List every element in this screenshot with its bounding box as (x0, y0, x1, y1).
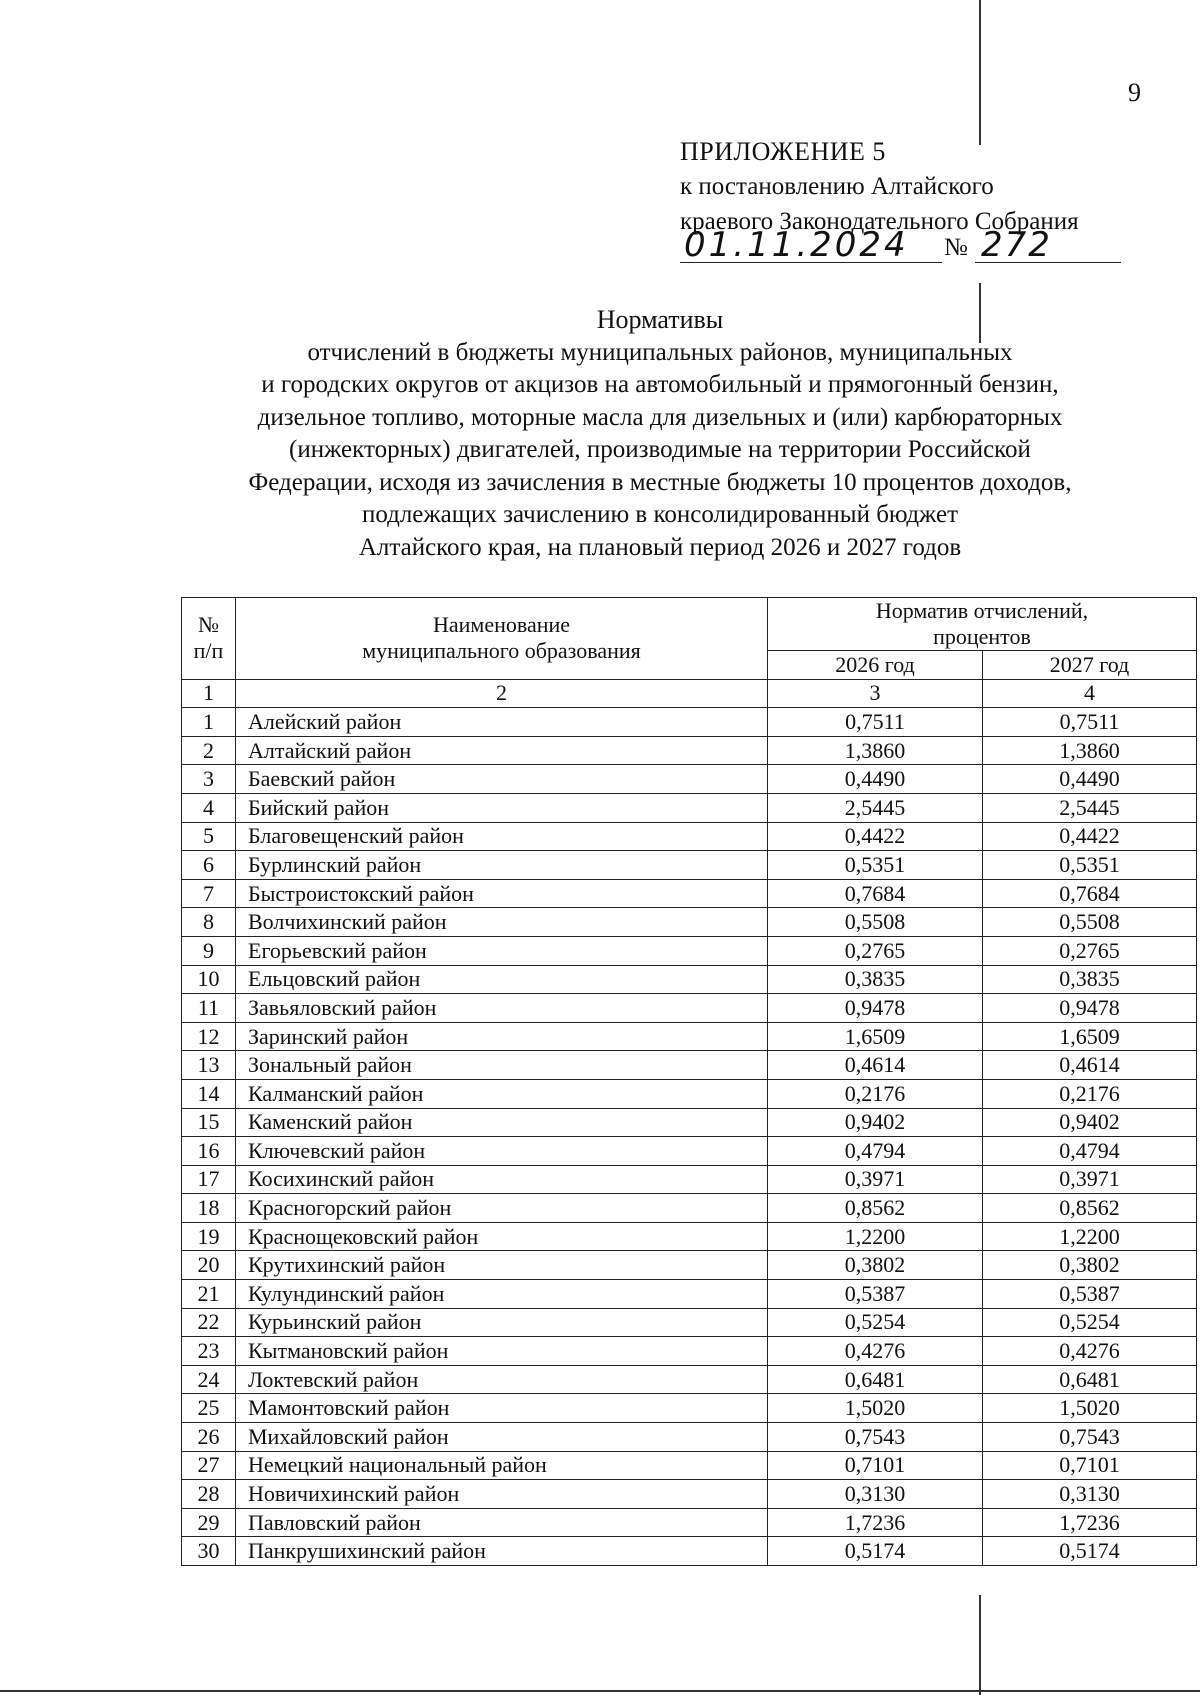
row-value-2026: 0,4490 (768, 765, 983, 794)
table-row (182, 1251, 1197, 1280)
row-number: 1 (182, 708, 236, 737)
heading-title: Нормативы (596, 305, 724, 334)
header-number: № п/п (182, 598, 236, 680)
appendix-block (680, 134, 1079, 239)
norms-table (181, 597, 1197, 1566)
row-number: 16 (182, 1137, 236, 1166)
table-row (182, 994, 1197, 1023)
row-number: 27 (182, 1451, 236, 1480)
row-value-2027: 0,5508 (983, 908, 1197, 937)
row-municipality: Ключевский район (236, 1137, 768, 1166)
page-number: 9 (1128, 78, 1141, 107)
row-value-2026: 0,7101 (768, 1451, 983, 1480)
row-number: 25 (182, 1394, 236, 1423)
row-municipality: Бийский район (236, 793, 768, 822)
row-number: 5 (182, 822, 236, 851)
heading-line: отчислений в бюджеты муниципальных районов, муниципальных (307, 338, 1013, 366)
row-number: 11 (182, 994, 236, 1023)
row-value-2027: 0,7511 (983, 708, 1197, 737)
heading-line: дизельное топливо, моторные масла для дизельных и (или) карбюраторных (257, 403, 1063, 431)
row-value-2026: 0,3802 (768, 1251, 983, 1280)
table-row (182, 1537, 1197, 1566)
row-value-2026: 0,2765 (768, 936, 983, 965)
number-label: № (944, 234, 968, 261)
row-value-2026: 0,9402 (768, 1108, 983, 1137)
table-row (182, 1508, 1197, 1537)
row-value-2027: 1,5020 (983, 1394, 1197, 1423)
table-row (182, 1308, 1197, 1337)
row-municipality: Алейский район (236, 708, 768, 737)
row-value-2026: 0,6481 (768, 1365, 983, 1394)
table-row (182, 1194, 1197, 1223)
row-value-2027: 0,2176 (983, 1079, 1197, 1108)
scan-artifact-line (979, 0, 981, 145)
row-value-2026: 1,3860 (768, 736, 983, 765)
row-value-2026: 0,3130 (768, 1480, 983, 1509)
row-value-2027: 1,7236 (983, 1508, 1197, 1537)
row-value-2027: 0,3835 (983, 965, 1197, 994)
row-municipality: Краснощековский район (236, 1222, 768, 1251)
row-value-2026: 1,7236 (768, 1508, 983, 1537)
row-number: 15 (182, 1108, 236, 1137)
row-number: 30 (182, 1537, 236, 1566)
heading-line: Алтайского края, на плановый период 2026 и 2027 годов (358, 533, 962, 561)
row-number: 13 (182, 1051, 236, 1080)
row-value-2026: 0,3971 (768, 1165, 983, 1194)
row-value-2027: 0,4490 (983, 765, 1197, 794)
appendix-title: ПРИЛОЖЕНИЕ 5 (680, 137, 886, 166)
table-row (182, 1480, 1197, 1509)
row-value-2026: 0,5508 (768, 908, 983, 937)
row-municipality: Бурлинский район (236, 851, 768, 880)
table-row (182, 936, 1197, 965)
table-row (182, 765, 1197, 794)
row-value-2027: 0,5351 (983, 851, 1197, 880)
row-value-2027: 0,6481 (983, 1365, 1197, 1394)
row-municipality: Ельцовский район (236, 965, 768, 994)
row-number: 18 (182, 1194, 236, 1223)
table-row (182, 879, 1197, 908)
row-municipality: Новичихинский район (236, 1480, 768, 1509)
table-row (182, 1108, 1197, 1137)
table-row (182, 1079, 1197, 1108)
row-number: 3 (182, 765, 236, 794)
row-value-2026: 0,5254 (768, 1308, 983, 1337)
row-value-2026: 0,4794 (768, 1137, 983, 1166)
row-value-2027: 0,4276 (983, 1337, 1197, 1366)
row-value-2026: 0,3835 (768, 965, 983, 994)
row-value-2026: 1,5020 (768, 1394, 983, 1423)
row-value-2026: 0,7543 (768, 1423, 983, 1452)
row-value-2026: 0,9478 (768, 994, 983, 1023)
heading-line: Федерации, исходя из зачисления в местные бюджеты 10 процентов доходов, (248, 468, 1072, 496)
row-number: 10 (182, 965, 236, 994)
row-municipality: Зональный район (236, 1051, 768, 1080)
row-value-2027: 0,7543 (983, 1423, 1197, 1452)
row-municipality: Баевский район (236, 765, 768, 794)
row-number: 17 (182, 1165, 236, 1194)
table-row (182, 1222, 1197, 1251)
table-row (182, 1394, 1197, 1423)
row-number: 14 (182, 1079, 236, 1108)
row-number: 7 (182, 879, 236, 908)
row-number: 4 (182, 793, 236, 822)
header-2027: 2027 год (983, 651, 1197, 680)
row-value-2027: 0,9402 (983, 1108, 1197, 1137)
row-value-2027: 0,4614 (983, 1051, 1197, 1080)
table-row (182, 1451, 1197, 1480)
row-value-2027: 1,3860 (983, 736, 1197, 765)
header-2026: 2026 год (768, 651, 983, 680)
table-row (182, 1365, 1197, 1394)
row-municipality: Каменский район (236, 1108, 768, 1137)
row-municipality: Курьинский район (236, 1308, 768, 1337)
row-value-2027: 2,5445 (983, 793, 1197, 822)
table-row (182, 1423, 1197, 1452)
table-row (182, 851, 1197, 880)
heading-line: подлежащих зачислению в консолидированный бюджет (361, 501, 959, 528)
row-value-2026: 0,5351 (768, 851, 983, 880)
heading-line: и городских округов от акцизов на автомобильный и прямогонный бензин, (261, 371, 1059, 398)
table-row (182, 1022, 1197, 1051)
appendix-line: к постановлению Алтайского (680, 173, 994, 200)
scan-artifact-line (979, 1595, 981, 1695)
table-row (182, 965, 1197, 994)
row-number: 28 (182, 1480, 236, 1509)
document-heading (170, 304, 1150, 564)
row-municipality: Крутихинский район (236, 1251, 768, 1280)
row-value-2026: 0,2176 (768, 1079, 983, 1108)
row-municipality: Панкрушихинский район (236, 1537, 768, 1566)
table-row (182, 1165, 1197, 1194)
row-value-2026: 0,7511 (768, 708, 983, 737)
row-number: 22 (182, 1308, 236, 1337)
row-municipality: Локтевский район (236, 1365, 768, 1394)
index-cell: 2 (236, 679, 768, 708)
row-municipality: Заринский район (236, 1022, 768, 1051)
header-norm: Норматив отчислений, процентов (768, 598, 1197, 651)
row-value-2027: 0,8562 (983, 1194, 1197, 1223)
table-row (182, 1337, 1197, 1366)
row-municipality: Завьяловский район (236, 994, 768, 1023)
row-value-2027: 0,9478 (983, 994, 1197, 1023)
row-value-2027: 0,5387 (983, 1280, 1197, 1309)
row-value-2026: 0,4614 (768, 1051, 983, 1080)
index-cell: 1 (182, 679, 236, 708)
row-value-2026: 0,5174 (768, 1537, 983, 1566)
row-municipality: Кулундинский район (236, 1280, 768, 1309)
row-value-2026: 0,4276 (768, 1337, 983, 1366)
row-number: 26 (182, 1423, 236, 1452)
row-municipality: Косихинский район (236, 1165, 768, 1194)
row-value-2027: 0,4422 (983, 822, 1197, 851)
row-number: 23 (182, 1337, 236, 1366)
row-number: 20 (182, 1251, 236, 1280)
row-value-2027: 0,7101 (983, 1451, 1197, 1480)
row-municipality: Кытмановский район (236, 1337, 768, 1366)
appendix-line: краевого Законодательного Собрания (680, 208, 1079, 235)
table-row (182, 793, 1197, 822)
row-number: 24 (182, 1365, 236, 1394)
table-row (182, 1280, 1197, 1309)
row-municipality: Мамонтовский район (236, 1394, 768, 1423)
row-municipality: Алтайский район (236, 736, 768, 765)
table-body (182, 708, 1197, 1566)
row-number: 19 (182, 1222, 236, 1251)
row-value-2027: 0,4794 (983, 1137, 1197, 1166)
table-row (182, 822, 1197, 851)
row-number: 9 (182, 936, 236, 965)
row-value-2027: 1,2200 (983, 1222, 1197, 1251)
row-municipality: Благовещенский район (236, 822, 768, 851)
table-row (182, 736, 1197, 765)
row-municipality: Калманский район (236, 1079, 768, 1108)
row-value-2026: 1,2200 (768, 1222, 983, 1251)
row-value-2027: 0,7684 (983, 879, 1197, 908)
row-municipality: Быстроистокский район (236, 879, 768, 908)
handwritten-date: 01.11.2024 (680, 228, 942, 263)
row-municipality: Егорьевский район (236, 936, 768, 965)
row-municipality: Волчихинский район (236, 908, 768, 937)
row-municipality: Красногорский район (236, 1194, 768, 1223)
table-row (182, 708, 1197, 737)
row-number: 6 (182, 851, 236, 880)
header-name: Наименование муниципального образования (236, 598, 768, 680)
row-value-2027: 0,2765 (983, 936, 1197, 965)
row-number: 29 (182, 1508, 236, 1537)
row-number: 12 (182, 1022, 236, 1051)
row-number: 2 (182, 736, 236, 765)
row-number: 8 (182, 908, 236, 937)
document-date-number (680, 225, 1120, 268)
row-value-2026: 0,8562 (768, 1194, 983, 1223)
index-cell: 4 (983, 679, 1197, 708)
index-cell: 3 (768, 679, 983, 708)
row-number: 21 (182, 1280, 236, 1309)
row-value-2027: 0,3130 (983, 1480, 1197, 1509)
scan-artifact-line (0, 1690, 1200, 1692)
handwritten-number: 272 (975, 228, 1121, 263)
row-value-2026: 1,6509 (768, 1022, 983, 1051)
table-row (182, 908, 1197, 937)
row-value-2027: 0,5254 (983, 1308, 1197, 1337)
table-row (182, 1137, 1197, 1166)
row-value-2026: 0,4422 (768, 822, 983, 851)
heading-line: (инжекторных) двигателей, производимые на территории Российской (289, 436, 1031, 463)
table-row (182, 1051, 1197, 1080)
row-municipality: Михайловский район (236, 1423, 768, 1452)
row-value-2027: 1,6509 (983, 1022, 1197, 1051)
row-value-2027: 0,3971 (983, 1165, 1197, 1194)
row-value-2027: 0,3802 (983, 1251, 1197, 1280)
row-municipality: Немецкий национальный район (236, 1451, 768, 1480)
row-value-2026: 2,5445 (768, 793, 983, 822)
row-value-2026: 0,5387 (768, 1280, 983, 1309)
row-value-2026: 0,7684 (768, 879, 983, 908)
row-value-2027: 0,5174 (983, 1537, 1197, 1566)
row-municipality: Павловский район (236, 1508, 768, 1537)
